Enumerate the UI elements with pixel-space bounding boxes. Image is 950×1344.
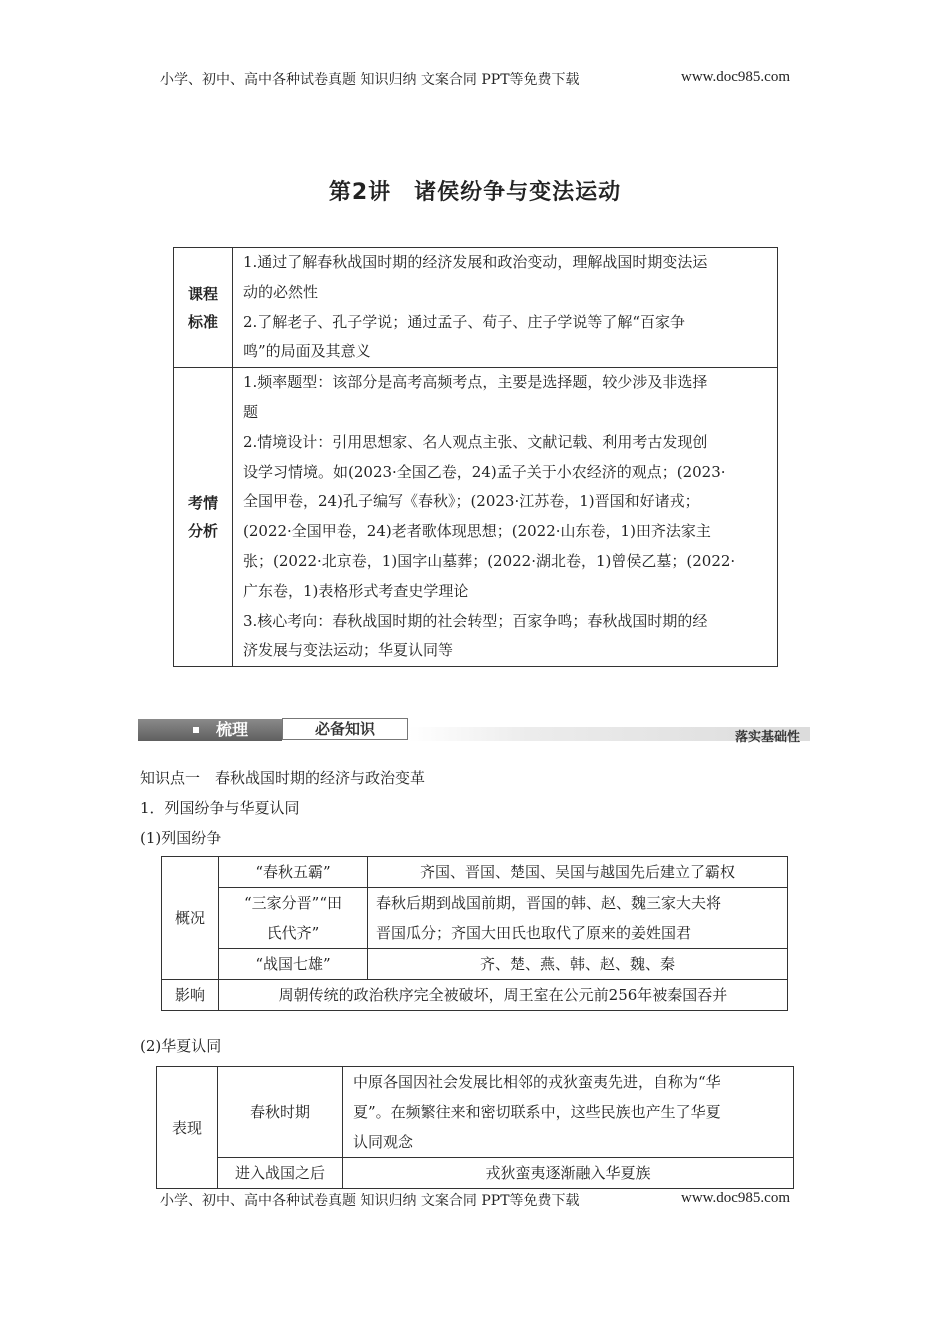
desc-line: 戎狄蛮夷逐渐融入华夏族 bbox=[485, 1164, 651, 1182]
square-bullet-icon bbox=[193, 727, 199, 733]
desc-line: 夏”。在频繁往来和密切联系中，这些民族也产生了华夏 bbox=[353, 1103, 721, 1121]
section-banner bbox=[138, 716, 810, 746]
term-line: “三家分晋”“田 bbox=[243, 894, 342, 912]
row-label: 影响 bbox=[162, 980, 219, 1011]
term-line: 氏代齐” bbox=[266, 924, 320, 942]
content-line: 题 bbox=[243, 402, 259, 421]
content-line: 1.频率题型：该部分是高考高频考点，主要是选择题，较少涉及非选择 bbox=[243, 373, 708, 392]
content-line: 济发展与变法运动；华夏认同等 bbox=[243, 641, 454, 660]
page-title: 第2讲 诸侯纷争与变法运动 bbox=[328, 180, 622, 205]
subsection-heading: (2)华夏认同 bbox=[140, 1037, 222, 1055]
warring-states-table bbox=[161, 856, 788, 1011]
content-line: 广东卷，1)表格形式考查史学理论 bbox=[243, 581, 469, 600]
desc-line: 齐国、晋国、楚国、吴国与越国先后建立了霸权 bbox=[419, 863, 735, 881]
term-line: “战国七雄” bbox=[255, 955, 331, 973]
table-row bbox=[162, 888, 788, 949]
label-line: 课程 bbox=[187, 284, 218, 303]
curriculum-standard-table bbox=[173, 247, 778, 667]
content-line: 2.情境设计：引用思想家、名人观点主张、文献记载、利用考古发现创 bbox=[243, 432, 708, 451]
header-promo-text: 小学、初中、高中各种试卷真题 知识归纳 文案合同 PPT等免费下载 bbox=[160, 72, 580, 88]
banner-tab-label: 梳理 bbox=[216, 720, 249, 739]
desc-line: 中原各国因社会发展比相邻的戎狄蛮夷先进，自称为“华 bbox=[353, 1073, 721, 1091]
row-content bbox=[233, 248, 778, 368]
footer-url[interactable]: www.doc985.com bbox=[680, 1190, 790, 1206]
content-line: 全国甲卷，24)孔子编写《春秋》；(2023·江苏卷，1)晋国和好诸戎； bbox=[243, 492, 700, 511]
row-label: 表现 bbox=[157, 1067, 218, 1189]
content-line: 2.了解老子、孔子学说；通过孟子、荀子、庄子学说等了解“百家争 bbox=[243, 312, 685, 331]
term-line: “春秋五霸” bbox=[255, 863, 331, 881]
period-cell: 春秋时期 bbox=[218, 1067, 343, 1158]
banner-subtitle: 必备知识 bbox=[282, 718, 408, 740]
desc-line: 认同观念 bbox=[353, 1133, 414, 1151]
row-label bbox=[174, 248, 233, 368]
desc-cell bbox=[343, 1067, 794, 1158]
banner-right-label: 落实基础性 bbox=[734, 730, 800, 745]
term-cell bbox=[219, 888, 368, 949]
impact-cell: 周朝传统的政治秩序完全被破坏，周王室在公元前256年被秦国吞并 bbox=[219, 980, 788, 1011]
row-content bbox=[233, 368, 778, 667]
page-footer bbox=[160, 1190, 790, 1210]
table-row bbox=[162, 857, 788, 888]
section-heading: 1．列国纷争与华夏认同 bbox=[140, 799, 300, 817]
knowledge-point-heading: 知识点一 春秋战国时期的经济与政治变革 bbox=[140, 769, 426, 787]
page-header bbox=[160, 69, 790, 89]
table-row bbox=[174, 248, 778, 368]
table-row bbox=[157, 1158, 794, 1189]
content-line: 设学习情境。如(2023·全国乙卷，24)孟子关于小农经济的观点；(2023· bbox=[243, 462, 726, 481]
row-label: 概况 bbox=[162, 857, 219, 980]
huaxia-identity-table bbox=[156, 1066, 794, 1189]
label-line: 分析 bbox=[187, 522, 218, 541]
banner-tab bbox=[138, 719, 282, 741]
content-line: 1.通过了解春秋战国时期的经济发展和政治变动，理解战国时期变法运 bbox=[243, 253, 708, 271]
desc-cell bbox=[368, 888, 788, 949]
footer-promo-text: 小学、初中、高中各种试卷真题 知识归纳 文案合同 PPT等免费下载 bbox=[160, 1193, 580, 1209]
content-line: 鸣”的局面及其意义 bbox=[243, 342, 371, 361]
header-url[interactable]: www.doc985.com bbox=[680, 69, 790, 85]
desc-cell bbox=[343, 1158, 794, 1189]
table-row bbox=[162, 980, 788, 1011]
period-cell: 进入战国之后 bbox=[218, 1158, 343, 1189]
desc-cell bbox=[368, 949, 788, 980]
desc-line: 晋国瓜分；齐国大田氏也取代了原来的姜姓国君 bbox=[376, 924, 692, 942]
label-line: 标准 bbox=[187, 312, 218, 331]
label-line: 考情 bbox=[187, 494, 218, 513]
content-line: 3.核心考向：春秋战国时期的社会转型；百家争鸣；春秋战国时期的经 bbox=[243, 611, 708, 630]
table-row bbox=[162, 949, 788, 980]
desc-line: 春秋后期到战国前期，晋国的韩、赵、魏三家大夫将 bbox=[376, 894, 722, 912]
table-row bbox=[157, 1067, 794, 1158]
table-row bbox=[174, 368, 778, 667]
term-cell bbox=[219, 949, 368, 980]
content-line: 动的必然性 bbox=[243, 282, 319, 301]
content-line: 张；(2022·北京卷，1)国字山墓葬；(2022·湖北卷，1)曾侯乙墓；(2022· bbox=[243, 551, 736, 570]
desc-line: 齐、楚、燕、韩、赵、魏、秦 bbox=[479, 955, 675, 973]
desc-cell bbox=[368, 857, 788, 888]
row-label bbox=[174, 368, 233, 667]
content-line: (2022·全国甲卷，24)老者歌体现思想；(2022·山东卷，1)田齐法家主 bbox=[243, 522, 711, 541]
term-cell bbox=[219, 857, 368, 888]
subsection-heading: (1)列国纷争 bbox=[140, 829, 222, 847]
